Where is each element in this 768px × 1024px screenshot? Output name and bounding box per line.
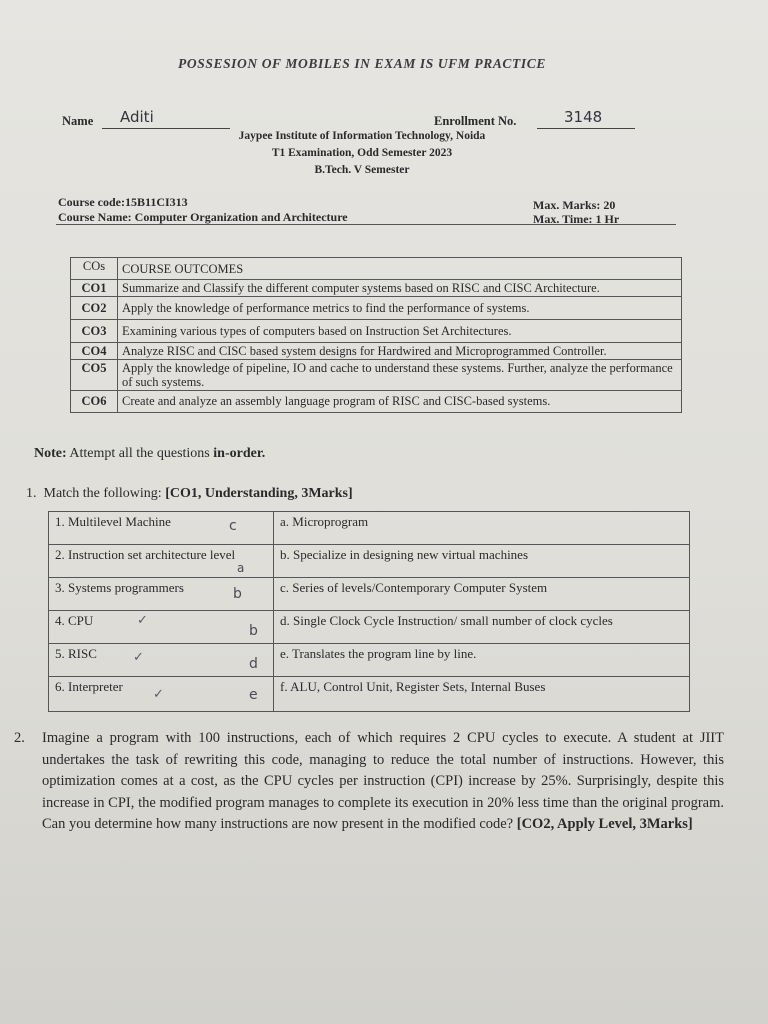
match-left-cell: 6. Interpreter ✓ e [49,677,274,712]
question-2 [14,728,724,836]
table-header-cos: COs [71,258,118,280]
handwritten-answer: b [233,586,242,602]
table-row [49,512,690,545]
co-code: CO5 [71,360,118,391]
table-row [71,391,682,413]
course-code: Course code:15B11CI313 [58,195,188,209]
match-left-cell: 2. Instruction set architecture level a [49,545,274,578]
match-left-cell: 1. Multilevel Machine c [49,512,274,545]
match-right-cell: e. Translates the program line by line. [274,644,690,677]
check-mark-icon: ✓ [133,650,144,665]
table-row [71,360,682,391]
co-text: Create and analyze an assembly language program of RISC and CISC-based systems. [118,391,682,413]
institute-name: Jaypee Institute of Information Technology, Noida [238,130,486,142]
check-mark-icon: ✓ [153,687,164,702]
co-code: CO3 [71,320,118,343]
handwritten-answer: c [229,518,237,534]
question-1-title: 1. Match the following: [CO1, Understanding, 3Marks] [26,486,353,501]
match-right-cell: a. Microprogram [274,512,690,545]
co-code: CO4 [71,343,118,360]
table-row [71,320,682,343]
question-2-number: 2. [14,730,25,746]
max-time: Max. Time: 1 Hr [533,212,620,226]
co-code: CO1 [71,280,118,297]
co-text: Analyze RISC and CISC based system designs for Hardwired and Microprogrammed Controller. [118,343,682,360]
warning-banner: POSSESION OF MOBILES IN EXAM IS UFM PRACTICE [178,56,546,71]
match-left-cell: 4. CPU ✓ b [49,611,274,644]
name-label: Name [62,114,94,128]
table-row [49,644,690,677]
match-right-cell: d. Single Clock Cycle Instruction/ small number of clock cycles [274,611,690,644]
max-marks: Max. Marks: 20 [533,198,616,212]
header-divider [56,224,676,225]
table-header-outcomes: COURSE OUTCOMES [118,258,682,280]
student-name-handwritten: Aditi [120,108,154,126]
exam-name: T1 Examination, Odd Semester 2023 [271,147,453,159]
match-right-cell: c. Series of levels/Contemporary Computer System [274,578,690,611]
enrollment-number-handwritten: 3148 [564,108,603,126]
semester: B.Tech. V Semester [314,164,410,176]
table-row [49,545,690,578]
handwritten-answer: a [237,561,245,575]
match-right-cell: b. Specialize in designing new virtual machines [274,545,690,578]
match-table [48,511,690,712]
handwritten-answer: d [249,656,258,672]
handwritten-answer: e [249,687,258,703]
check-mark-icon: ✓ [137,613,148,628]
name-underline [102,128,230,129]
table-row [71,343,682,360]
match-left-cell: 5. RISC ✓ d [49,644,274,677]
course-name: Course Name: Computer Organization and Architecture [58,210,348,224]
question-2-body: Imagine a program with 100 instructions, each of which requires 2 CPU cycles to execute. A student at JIIT undertakes the task of rewriting this code, managing to reduce the total number of instructions. However, this optimization comes at a cost, as the CPU cycles per instruction (CPI) increase by 25%. Surprisingly, despite this increase in CPI, the modified program manages to complete its execution in 20% less time than the original program. Can you determine how many instructions are now present in the modified code? [CO2, Apply Level, 3Marks] [42,730,724,832]
enrollment-underline [537,128,635,129]
table-row [49,677,690,712]
enrollment-label: Enrollment No. [434,114,517,128]
table-row [71,258,682,280]
co-code: CO6 [71,391,118,413]
handwritten-answer: b [249,623,258,639]
co-text: Apply the knowledge of performance metrics to find the performance of systems. [118,297,682,320]
course-outcomes-table [70,257,682,413]
table-row [49,578,690,611]
table-row [71,280,682,297]
co-text: Apply the knowledge of pipeline, IO and cache to understand these systems. Further, analyze the performance of such systems. [118,360,682,391]
match-left-cell: 3. Systems programmers b [49,578,274,611]
table-row [49,611,690,644]
match-right-cell: f. ALU, Control Unit, Register Sets, Internal Buses [274,677,690,712]
co-text: Examining various types of computers based on Instruction Set Architectures. [118,320,682,343]
co-text: Summarize and Classify the different computer systems based on RISC and CISC Architecture. [118,280,682,297]
co-code: CO2 [71,297,118,320]
note: Note: Attempt all the questions in-order. [34,446,266,461]
table-row [71,297,682,320]
